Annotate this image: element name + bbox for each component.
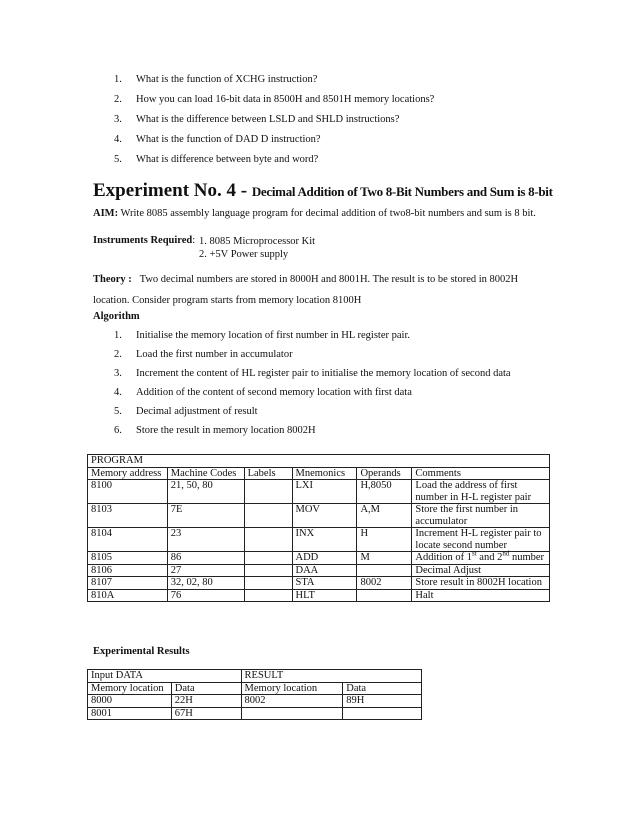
table-row: 8105 86 ADD M Addition of 1st and 2nd number — [88, 552, 550, 565]
instruments-label: Instruments Required — [93, 235, 193, 246]
aim-label: AIM: — [93, 208, 119, 219]
question-item: 1. What is the function of XCHG instruction? — [114, 74, 318, 85]
column-header: Memory location — [241, 682, 343, 695]
question-item: 2. How you can load 16-bit data in 8500H and 8501H memory locations? — [114, 94, 435, 105]
experimental-results-title: Experimental Results — [93, 646, 190, 657]
experiment-number: Experiment No. 4 - — [93, 180, 252, 201]
table-row: 810A 76 HLT Halt — [88, 589, 550, 602]
table-row: 8103 7E MOV A,M Store the first number in accumulator — [88, 504, 550, 528]
instruments-list — [199, 235, 315, 261]
algorithm-step: 6. Store the result in memory location 8002H — [114, 425, 316, 436]
table-row: 8000 22H 8002 89H — [88, 695, 422, 708]
aim-text: Write 8085 assembly language program for decimal addition of two8-bit numbers and sum is 8 bit. — [118, 208, 536, 219]
column-header: Data — [171, 682, 241, 695]
column-header: Memory location — [88, 682, 172, 695]
question-item: 3. What is the difference between LSLD and SHLD instructions? — [114, 114, 400, 125]
table-header-row — [88, 467, 550, 480]
column-header: Comments — [412, 467, 550, 480]
column-header: Operands — [357, 467, 412, 480]
result-title: RESULT — [241, 670, 421, 683]
algorithm-steps — [114, 327, 511, 441]
column-header: Machine Codes — [167, 467, 244, 480]
experiment-title: Decimal Addition of Two 8-Bit Numbers and Sum is 8-bit — [251, 184, 553, 199]
algorithm-step: 1. Initialise the memory location of first number in HL register pair. — [114, 330, 410, 341]
table-row: 8104 23 INX H Increment H-L register pair to locate second number — [88, 528, 550, 552]
table-row: 8100 21, 50, 80 LXI H,8050 Load the address of first number in H-L register pair — [88, 480, 550, 504]
table-row: 8107 32, 02, 80 STA 8002 Store result in 8002H location — [88, 577, 550, 590]
results-table — [87, 669, 422, 720]
algorithm-title: Algorithm — [93, 311, 140, 322]
algorithm-step: 4. Addition of the content of second memory location with first data — [114, 387, 412, 398]
table-row: 8001 67H — [88, 707, 422, 720]
column-header: Labels — [244, 467, 292, 480]
column-header: Memory address — [88, 467, 168, 480]
theory-line-2: location. Consider program starts from memory location 8100H — [93, 295, 362, 306]
table-title-row — [88, 670, 422, 683]
instruments-required: Instruments Required: 1. 8085 Microprocessor Kit 2. +5V Power supply — [93, 235, 316, 260]
instrument-item: 1. 8085 Microprocessor Kit — [199, 236, 316, 247]
program-title: PROGRAM — [88, 455, 550, 468]
algorithm-step: 2. Load the first number in accumulator — [114, 349, 293, 360]
question-item: 4. What is the function of DAD D instruction? — [114, 134, 321, 145]
question-item: 5. What is difference between byte and word? — [114, 154, 319, 165]
table-title-row — [88, 455, 550, 468]
algorithm-step: 5. Decimal adjustment of result — [114, 406, 258, 417]
program-table — [87, 454, 550, 602]
table-row: 8106 27 DAA Decimal Adjust — [88, 564, 550, 577]
question-list — [114, 71, 434, 171]
experiment-heading — [93, 180, 553, 202]
column-header: Data — [343, 682, 422, 695]
column-header: Mnemonics — [292, 467, 357, 480]
theory-label: Theory : — [93, 274, 132, 285]
input-data-title: Input DATA — [88, 670, 242, 683]
table-header-row — [88, 682, 422, 695]
algorithm-step: 3. Increment the content of HL register pair to initialise the memory location of second data — [114, 368, 511, 379]
instrument-item: 2. +5V Power supply — [199, 249, 289, 260]
theory-line-1: Theory : Two decimal numbers are stored in 8000H and 8001H. The result is to be stored in 8002H — [93, 274, 519, 285]
aim-statement — [93, 208, 536, 219]
